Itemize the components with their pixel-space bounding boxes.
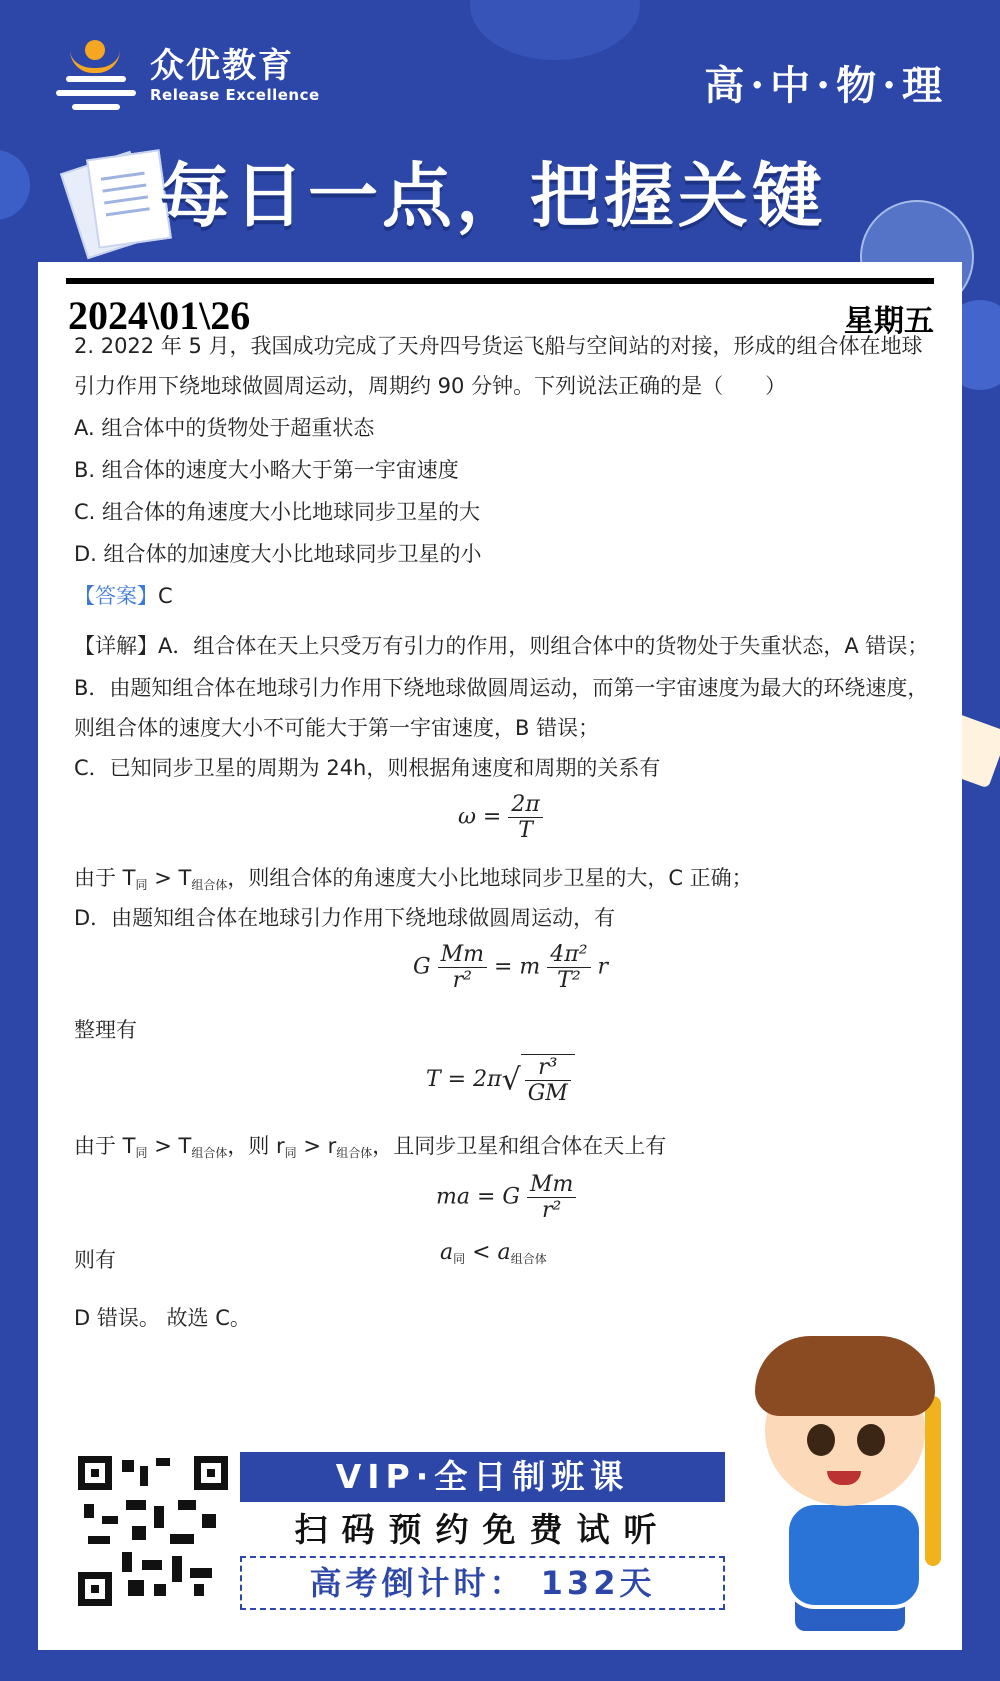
paper-icon (72, 150, 162, 250)
question-line-2: 引力作用下绕地球做圆周运动，周期约 90 分钟。下列说法正确的是（ ） (74, 374, 787, 398)
answer-line (74, 580, 173, 610)
slogan-heading: 每日一点，把握关键 (160, 155, 826, 237)
subject-title: 高·中·物·理 (704, 62, 948, 109)
option-c: C. 组合体的角速度大小比地球同步卫星的大 (74, 500, 481, 524)
brand-logo (52, 40, 320, 110)
mascot-illustration (745, 1336, 975, 1646)
explanation-line-8: 由于 $T_同 > T_{组合体}$，则 $r_同 > r_{组合体}$，且同步卫星和组合体在天上有 (74, 1134, 667, 1160)
question-line-1: 2. 2022 年 5 月，我国成功完成了天舟四号货运飞船与空间站的对接，形成的组合体在地球 (74, 334, 923, 358)
scan-cta: 扫码预约免费试听 (294, 1510, 671, 1549)
formula-omega: ω = $\frac{2\pi}{T}$ (458, 792, 543, 843)
qr-code[interactable] (74, 1452, 232, 1610)
explanation-line-6: D．由题知组合体在地球引力作用下绕地球做圆周运动，有 (74, 906, 616, 930)
explanation-line-3: 则组合体的速度大小不可能大于第一宇宙速度，B 错误； (74, 716, 600, 740)
option-b: B. 组合体的速度大小略大于第一宇宙速度 (74, 458, 459, 482)
answer-value: C (158, 584, 173, 608)
explanation-line-2: B．由题知组合体在地球引力作用下绕地球做圆周运动，而第一宇宙速度为最大的环绕速度， (74, 676, 929, 700)
explanation-line-9: 则有 (74, 1248, 116, 1272)
formula-gravitation: G $\frac{Mm}{\text{r²}}$ = m $\frac{\text{4π²}}{\text{T²}}$ r (413, 942, 609, 993)
explanation-line-7: 整理有 (74, 1018, 137, 1042)
formula-acceleration: ma = G $\frac{Mm}{\text{r²}}$ (436, 1172, 576, 1223)
weekday: 星期五 (844, 304, 934, 339)
explanation-line-1: 【详解】A．组合体在天上只受万有引力的作用，则组合体中的货物处于失重状态，A 错误； (74, 634, 929, 658)
logo-icon (52, 40, 140, 110)
formula-period: T = 2π√ $\frac{\text{r³}}{GM}$ (426, 1054, 575, 1106)
divider (66, 278, 934, 284)
brush-icon (925, 1396, 941, 1566)
explanation-conclusion: D 错误。 故选 C。 (74, 1306, 251, 1330)
explanation-line-4: C．已知同步卫星的周期为 24h，则根据角速度和周期的关系有 (74, 756, 661, 780)
date: 2024\01\26 (68, 293, 251, 338)
option-a: A. 组合体中的货物处于超重状态 (74, 416, 375, 440)
vip-banner: VIP·全日制班课 (240, 1452, 725, 1502)
answer-label: 【答案】 (74, 584, 158, 608)
background-bubble (0, 150, 30, 220)
formula-compare: $a_同 < a_{组合体}$ (440, 1240, 547, 1266)
option-d: D. 组合体的加速度大小比地球同步卫星的小 (74, 542, 482, 566)
explanation-line-5: 由于 $T_同 > T_{组合体}$，则组合体的角速度大小比地球同步卫星的大，C 正确； (74, 866, 753, 892)
countdown-box: 高考倒计时： 132天 (240, 1556, 725, 1610)
brand-tagline: Release Excellence (150, 86, 320, 104)
brand-name: 众优教育 (150, 46, 294, 86)
background-bubble (470, 0, 640, 60)
